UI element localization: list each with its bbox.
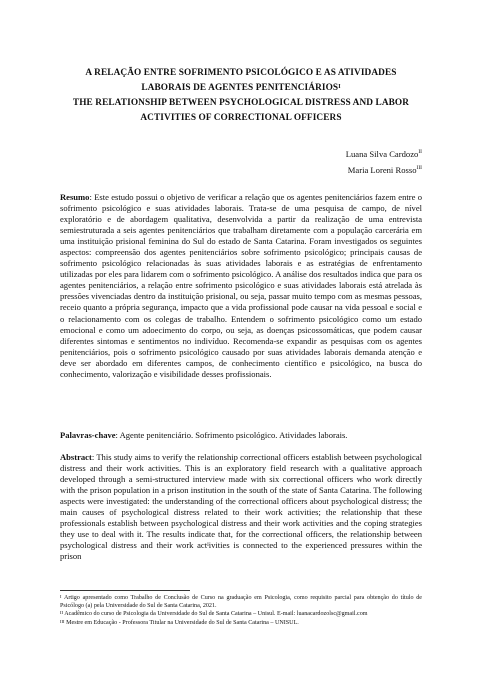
author-1-marker: II bbox=[418, 149, 422, 155]
abstract-en bbox=[60, 452, 422, 562]
footnotes bbox=[60, 594, 422, 627]
title-en-line-1: THE RELATIONSHIP BETWEEN PSYCHOLOGICAL DISTRESS AND LABOR bbox=[72, 98, 410, 108]
abstract-pt bbox=[60, 192, 422, 380]
title-block bbox=[40, 66, 442, 126]
footnote-divider bbox=[60, 590, 190, 591]
footnote-2-marker: II bbox=[60, 610, 64, 616]
footnote-1-text: Artigo apresentado como Trabalho de Conclusão de Curso na graduação em Psicologia, como requisito parcial para obtenção do título de Psicólogo (a) pela Universidade do Sul de Santa Catarina, 2021. bbox=[60, 595, 422, 610]
abstract-en-inline-marker: I bbox=[207, 543, 209, 549]
title-pt-line-1: A RELAÇÃO ENTRE SOFRIMENTO PSICOLÓGICO E AS ATIVIDADES bbox=[85, 68, 397, 78]
footnote-1-marker: I bbox=[60, 594, 62, 599]
author-2 bbox=[346, 162, 422, 178]
footnote-1 bbox=[60, 594, 422, 610]
author-1-name: Luana Silva Cardozo bbox=[345, 149, 419, 159]
footnote-3-marker: III bbox=[60, 618, 65, 624]
title-pt-line-2-text: LABORAIS DE AGENTES PENITENCIÁRIOS bbox=[141, 83, 339, 93]
keywords-pt-label: Palavras-chave bbox=[60, 430, 116, 440]
abstract-pt-text: : Este estudo possui o objetivo de verificar a relação que os agentes penitenciários fazem entre o sofrimento psicológico e suas atividades laborais. Trata-se de uma pesquisa de campo, de nível exploratório e de abordagem qualitativa, desenvolvida a partir da realização de uma entrevista semiestruturada a seis agentes penitenciários que trabalham diretamente com a população carcerária em uma instituição prisional feminina do Sul do estado de Santa Catarina. Foram investigados os seguintes aspectos: compreensão dos agentes penitenciários sobre sofrimento psicológico; principais causas de sofrimento psicológico relacionadas às suas atividades laborais e as estratégias de enfrentamento utilizadas por eles para lidarem com o sofrimento psicológico. A análise dos resultados indica que para os agentes penitenciários, a relação entre sofrimento psicológico e suas atividades laborais está atrelada às pressões vivenciadas dentro da instituição prisional, ou seja, passar muito tempo com as mesmas pessoas, receio quanto a própria segurança, impacto que a vida profissional pode causar na vida pessoal e social e o relacionamento com os colegas de trabalho. Entendem o sofrimento psicológico como um estado emocional e como um adoecimento do corpo, ou seja, as doenças psicossomáticas, que podem causar diferentes sintomas e sentimentos no indivíduo. Recomenda-se expandir as pesquisas com os agentes penitenciários, pois o sofrimento psicológico causado por suas atividades laborais demanda atenção e deve ser abordado em diferentes campos, de conhecimento científico e psicológico, na busca do conhecimento, valorização e visibilidade desses profissionais. bbox=[60, 192, 422, 379]
title-pt-line-2 bbox=[40, 81, 442, 96]
keywords-pt bbox=[60, 430, 422, 441]
footnote-2-text: Acadêmico do curso de Psicologia da Universidade do Sul de Santa Catarina – Unisul. E-mail: luanacardozolsc@gmail.com bbox=[63, 611, 368, 618]
keywords-pt-text: : Agente penitenciário. Sofrimento psicológico. Atividades laborais. bbox=[115, 430, 348, 440]
footnote-3-text: Mestre em Educação - Professora Titular na Universidade do Sul de Santa Catarina – UNISUL. bbox=[64, 619, 299, 626]
title-footnote-marker: I bbox=[338, 84, 341, 90]
abstract-en-label: Abstract bbox=[60, 452, 92, 462]
author-1 bbox=[346, 146, 422, 162]
author-2-marker: III bbox=[416, 165, 422, 171]
footnote-2 bbox=[60, 610, 422, 618]
abstract-pt-label: Resumo bbox=[60, 192, 90, 202]
authors bbox=[346, 146, 422, 178]
author-2-name: Maria Loreni Rosso bbox=[347, 165, 417, 175]
abstract-en-text-tail: ivities is connected to the experienced pressures within the prison bbox=[60, 540, 423, 562]
footnote-3 bbox=[60, 619, 422, 627]
title-en-line-2: ACTIVITIES OF CORRECTIONAL OFFICERS bbox=[140, 113, 342, 123]
abstract-en-text: : This study aims to verify the relationship correctional officers establish between psychological distress and their work activities. This is an exploratory field research with a qualitative approach developed through a semi-structured interview made with six correctional officers who work directly with the prison population in a prison institution in the south of the state of Santa Catarina. The following aspects were investigated: the understanding of the correctional officers about psychological distress; the main causes of psychological distress related to their work activities; the relationship that these professionals establish between psychological distress and their work activities and the coping strategies they use to deal with it. The results indicate that, for the correctional officers, the relationship between psychological distress and their work act bbox=[60, 452, 422, 551]
